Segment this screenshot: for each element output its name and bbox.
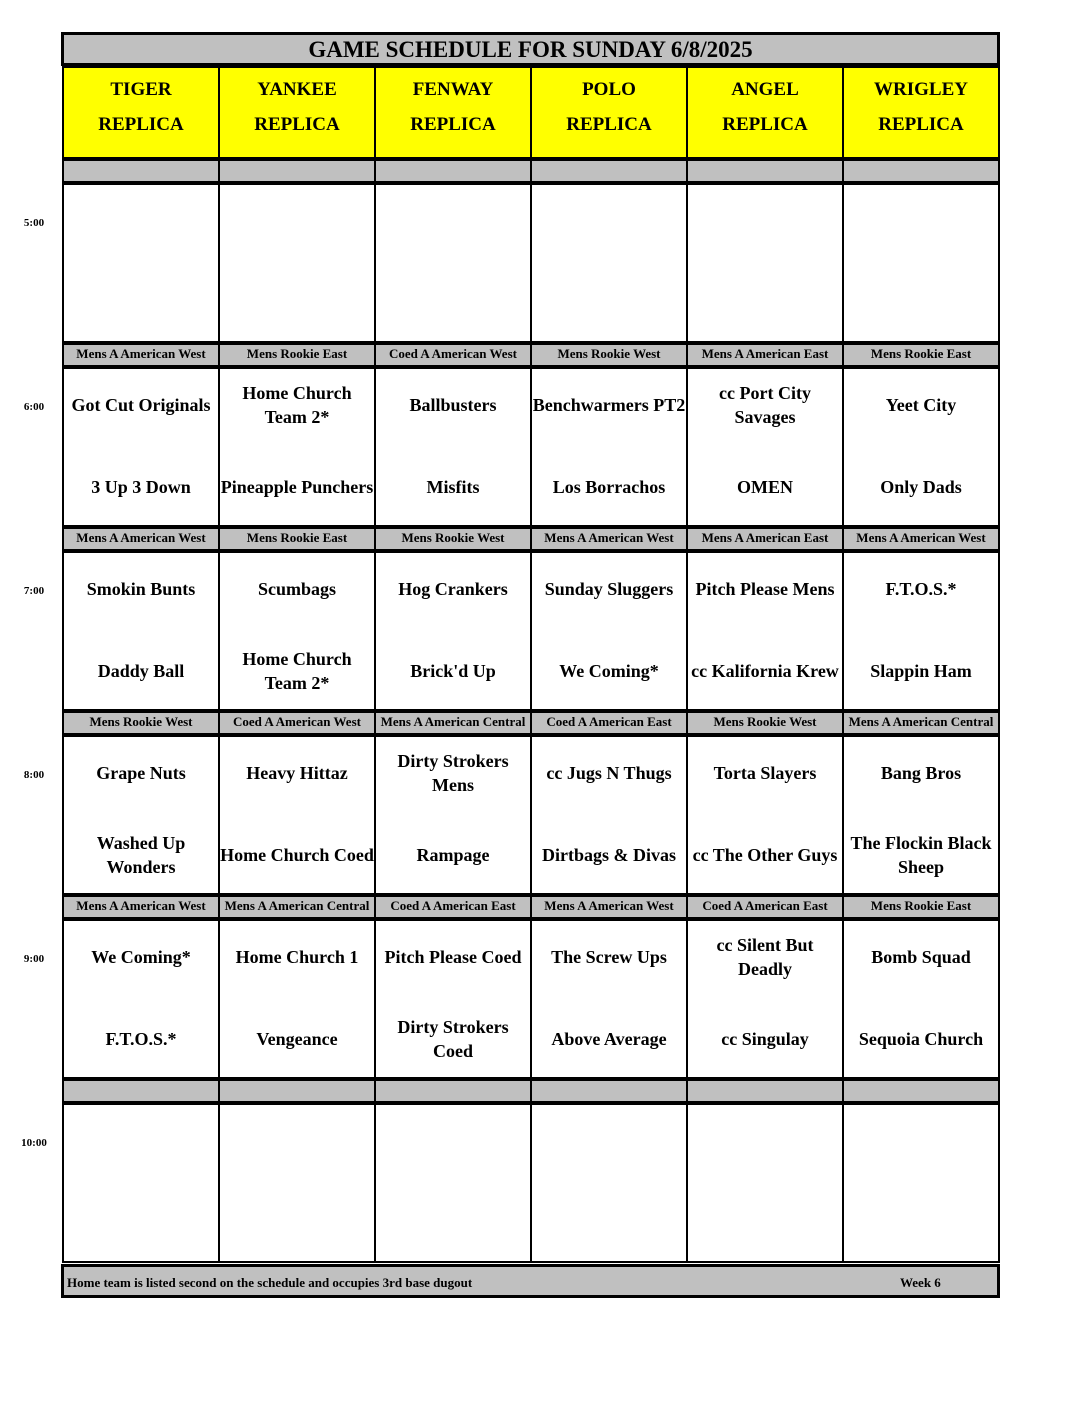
home-team: cc The Other Guys [692,845,838,865]
game-cell [842,1103,1000,1263]
game-cell [530,367,688,527]
field-name: TIGER [110,79,172,100]
visiting-team: Smokin Bunts [86,579,196,599]
home-team: Daddy Ball [97,661,185,681]
division-band [62,1079,220,1103]
division-band: Mens Rookie West [374,527,532,551]
visiting-team [688,195,842,247]
division-band: Mens A American West [530,527,688,551]
game-cell [62,367,220,527]
game-cell [218,183,376,343]
home-team [376,277,530,329]
home-team: Home Church Team 2* [242,649,352,693]
division-band: Mens Rookie East [842,343,1000,367]
division-band: Mens A American Central [218,895,376,919]
division-band: Mens A American West [842,527,1000,551]
visiting-team [220,195,374,247]
home-team: Los Borrachos [552,477,666,497]
game-cell [218,919,376,1079]
game-cell [62,551,220,711]
visiting-team [376,195,530,247]
visiting-team: Bang Bros [880,763,962,783]
visiting-team: Bomb Squad [871,947,971,967]
time-label: 6:00 [23,401,45,413]
division-band: Mens Rookie West [62,711,220,735]
field-name: YANKEE [257,79,337,100]
division-band: Mens Rookie East [842,895,1000,919]
home-team: OMEN [737,477,793,497]
division-band: Mens A American East [686,343,844,367]
visiting-team: Ballbusters [409,395,497,415]
home-team: Brick'd Up [410,661,496,681]
visiting-team [64,195,218,247]
schedule-footer [61,1264,1000,1298]
division-band [842,159,1000,183]
home-team: cc Kalifornia Krew [691,661,839,681]
home-team [64,277,218,329]
division-band: Mens Rookie West [686,711,844,735]
division-band [374,159,532,183]
division-band [842,1079,1000,1103]
home-team: cc Singulay [721,1029,809,1049]
field-name: POLO [582,79,636,100]
game-cell [686,183,844,343]
division-band [686,159,844,183]
division-band: Coed A American West [218,711,376,735]
game-cell [218,367,376,527]
visiting-team: Grape Nuts [96,763,186,783]
division-band: Mens A American West [62,527,220,551]
game-cell [842,735,1000,895]
home-team: F.T.O.S.* [105,1029,177,1049]
home-team: Washed Up Wonders [96,833,186,877]
home-team [220,1197,374,1249]
division-band [530,1079,688,1103]
division-band: Mens Rookie West [530,343,688,367]
game-cell [530,1103,688,1263]
visiting-team: Home Church 1 [235,947,359,967]
home-team [376,1197,530,1249]
home-team: Dirtbags & Divas [542,845,676,865]
visiting-team: cc Silent But Deadly [716,935,814,979]
visiting-team: cc Jugs N Thugs [546,763,672,783]
division-band: Mens Rookie East [218,343,376,367]
division-band: Mens A American Central [842,711,1000,735]
visiting-team [532,195,686,247]
visiting-team [532,1115,686,1167]
field-subtitle: REPLICA [98,114,184,135]
field-subtitle: REPLICA [566,114,652,135]
field-subtitle: REPLICA [878,114,964,135]
field-header [218,66,376,159]
game-cell [218,1103,376,1263]
home-team: Rampage [416,845,490,865]
division-band: Mens A American East [686,527,844,551]
home-team: 3 Up 3 Down [91,477,191,497]
visiting-team: Hog Crankers [398,579,508,599]
field-header [530,66,688,159]
home-team [220,277,374,329]
visiting-team: Benchwarmers PT2 [532,395,686,415]
home-team [532,1197,686,1249]
visiting-team: Heavy Hittaz [246,763,348,783]
game-cell [62,183,220,343]
time-label: 7:00 [23,585,45,597]
game-cell [530,919,688,1079]
field-name: WRIGLEY [874,79,968,100]
time-label: 8:00 [23,769,45,781]
time-label: 9:00 [23,953,45,965]
game-cell [374,919,532,1079]
game-cell [374,551,532,711]
home-team: Slappin Ham [870,661,972,681]
division-band [218,159,376,183]
week-label: Week 6 [900,1275,941,1290]
game-cell [686,551,844,711]
game-cell [686,367,844,527]
division-band [686,1079,844,1103]
game-cell [530,183,688,343]
visiting-team: Dirty Strokers Mens [397,751,509,795]
game-cell [374,183,532,343]
division-band: Coed A American East [686,895,844,919]
game-cell [686,1103,844,1263]
home-team [688,1197,842,1249]
home-team: Home Church Coed [220,845,374,865]
visiting-team: cc Port City Savages [719,383,811,427]
home-team: Sequoia Church [858,1029,984,1049]
home-team: Vengeance [256,1029,338,1049]
game-cell [62,735,220,895]
visiting-team [844,1115,998,1167]
field-header [374,66,532,159]
division-band: Mens A American West [62,895,220,919]
visiting-team: Yeet City [885,395,957,415]
home-team [64,1197,218,1249]
game-cell [218,735,376,895]
home-team [844,1197,998,1249]
division-band: Coed A American East [530,711,688,735]
home-team: Misfits [426,477,480,497]
game-cell [842,551,1000,711]
game-cell [842,183,1000,343]
division-band: Mens A American Central [374,711,532,735]
visiting-team: Sunday Sluggers [544,579,674,599]
field-name: FENWAY [412,79,494,100]
game-cell [62,919,220,1079]
division-band [374,1079,532,1103]
visiting-team: Scumbags [257,579,337,599]
home-team: Above Average [551,1029,667,1049]
game-cell [374,367,532,527]
game-cell [374,1103,532,1263]
visiting-team [844,195,998,247]
field-subtitle: REPLICA [722,114,808,135]
home-team: The Flockin Black Sheep [850,833,992,877]
home-team [532,277,686,329]
division-band: Coed A American East [374,895,532,919]
visiting-team: The Screw Ups [551,947,667,967]
field-header [686,66,844,159]
field-name: ANGEL [731,79,799,100]
visiting-team [64,1115,218,1167]
visiting-team [688,1115,842,1167]
field-header [842,66,1000,159]
division-band: Mens Rookie East [218,527,376,551]
home-team [688,277,842,329]
visiting-team: Home Church Team 2* [242,383,352,427]
time-label: 5:00 [23,217,45,229]
visiting-team: F.T.O.S.* [885,579,957,599]
division-band: Mens A American West [530,895,688,919]
field-subtitle: REPLICA [410,114,496,135]
footer-note: Home team is listed second on the schedule and occupies 3rd base dugout [67,1275,473,1290]
game-cell [686,919,844,1079]
division-band [62,159,220,183]
game-cell [842,367,1000,527]
visiting-team: Got Cut Originals [71,395,211,415]
field-subtitle: REPLICA [254,114,340,135]
visiting-team: Pitch Please Coed [384,947,522,967]
division-band [218,1079,376,1103]
field-header [62,66,220,159]
home-team: Dirty Strokers Coed [397,1017,509,1061]
visiting-team: Pitch Please Mens [695,579,835,599]
division-band [530,159,688,183]
game-cell [218,551,376,711]
game-cell [530,551,688,711]
division-band: Mens A American West [62,343,220,367]
game-cell [530,735,688,895]
home-team: Only Dads [880,477,962,497]
home-team [844,277,998,329]
home-team: We Coming* [559,661,659,681]
time-label: 10:00 [21,1137,47,1149]
visiting-team [376,1115,530,1167]
visiting-team: Torta Slayers [713,763,817,783]
division-band: Coed A American West [374,343,532,367]
schedule-title: GAME SCHEDULE FOR SUNDAY 6/8/2025 [61,32,1000,66]
game-cell [374,735,532,895]
game-cell [62,1103,220,1263]
game-cell [842,919,1000,1079]
visiting-team [220,1115,374,1167]
home-team: Pineapple Punchers [220,477,374,497]
visiting-team: We Coming* [91,947,191,967]
game-cell [686,735,844,895]
